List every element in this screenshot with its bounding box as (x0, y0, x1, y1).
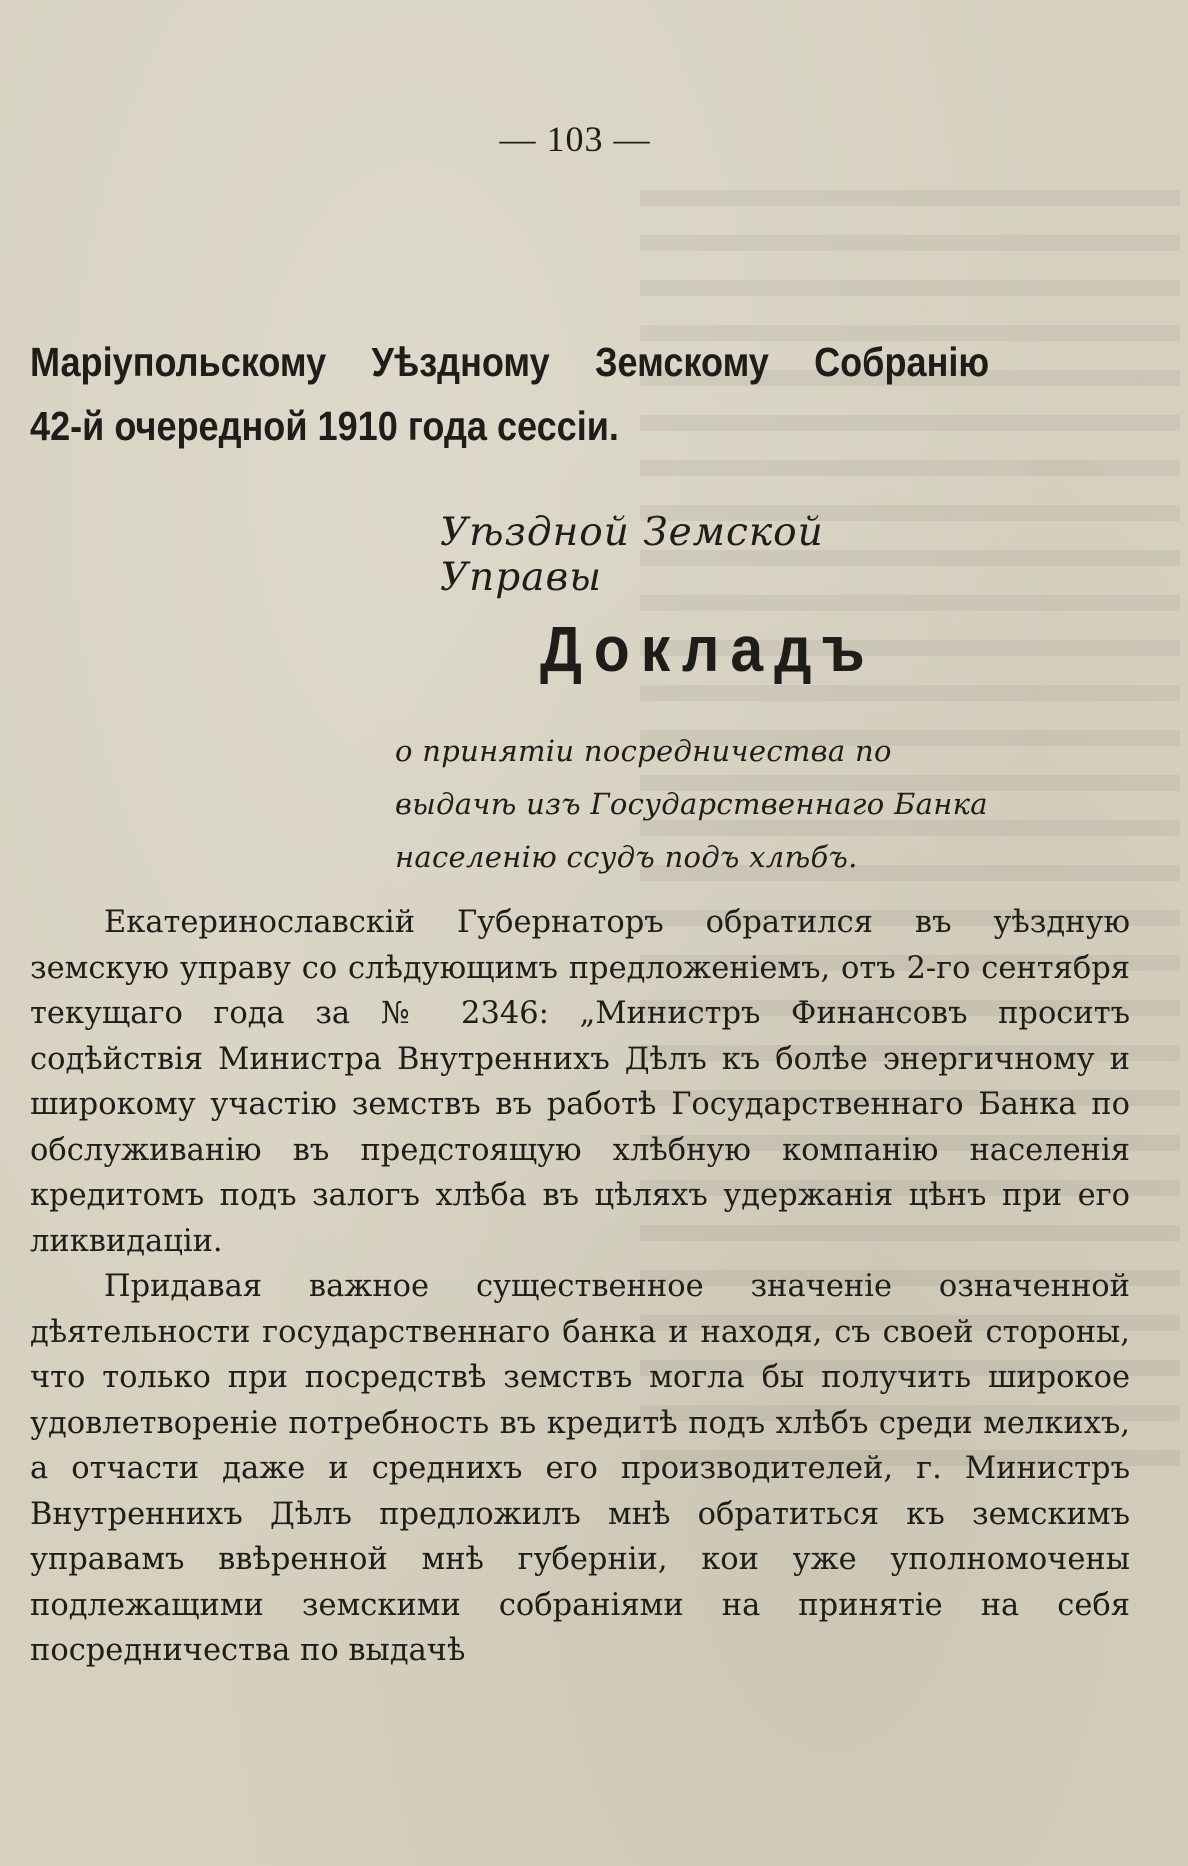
addressee-line-1: Маріупольскому Уѣздному Земскому Собранію (30, 339, 990, 385)
body-text (30, 900, 1130, 1674)
paragraph-1: Екатеринославскій Губернаторъ обратился въ уѣздную земскую управу со слѣдующимъ предложеніемъ, отъ 2-го сентября текущаго года за № 2346: „Министръ Финансовъ проситъ содѣйствія Министра Внутреннихъ Дѣлъ къ болѣе энергичному и широкому участію земствъ въ работѣ Государственнаго Банка по обслуживанію въ предстоящую хлѣбную компанію населенія кредитомъ подъ залогъ хлѣба въ цѣляхъ удержанія цѣнъ при его ликвидаціи. (30, 905, 1130, 1259)
issuer-title: Уѣздной Земской Управы (440, 510, 824, 600)
paragraph-2: Придавая важное существенное значеніе означенной дѣятельности государственнаго банка и находя, съ своей стороны, что только при посредствѣ земствъ могла бы получить широкое удовлетвореніе потребность въ кредитѣ подъ хлѣбъ среди мелкихъ, а отчасти даже и среднихъ его производителей, г. Министръ Внутреннихъ Дѣлъ предложилъ мнѣ обратиться къ земскимъ управамъ ввѣренной мнѣ губерніи, кои уже уполномочены подлежащими земскими собраніями на принятіе на себя посредничества по выдачѣ (30, 1269, 1130, 1668)
addressee-line-2: 42-й очередной 1910 года сессіи. (30, 403, 619, 449)
addressee-heading (30, 330, 990, 458)
page-number: — 103 — (499, 119, 651, 159)
document-title: Докладъ (540, 613, 876, 685)
document-subject: о принятіи посредничества по выдачѣ изъ Государственнаго Банка населенію ссудъ подъ хлѣбъ. (395, 734, 988, 874)
